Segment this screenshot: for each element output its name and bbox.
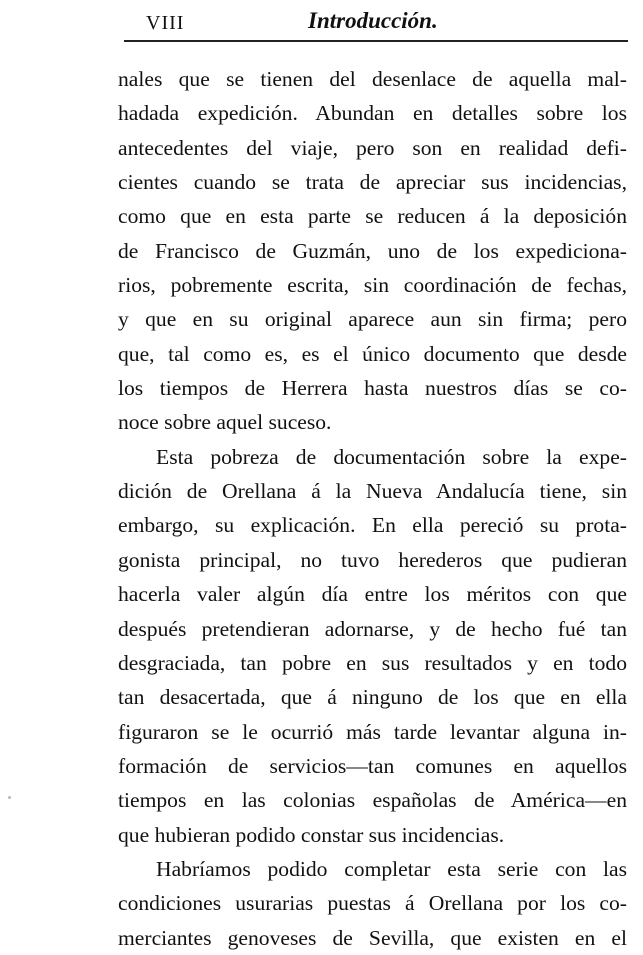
text-line: como que en esta parte se reducen á la deposición <box>118 204 627 229</box>
text-line: hacerla valer algún día entre los méritos con que <box>118 582 627 607</box>
running-title: Introducción. <box>308 8 438 33</box>
text-line: embargo, su explicación. En ella pereció su prota- <box>118 513 627 538</box>
text-line: Habríamos podido completar esta serie con las <box>156 856 627 881</box>
text-line: los tiempos de Herrera hasta nuestros días se co- <box>118 376 627 401</box>
text-line: noce sobre aquel suceso. <box>118 410 332 435</box>
text-line: formación de servicios—tan comunes en aquellos <box>118 753 627 778</box>
text-line: y que en su original aparece aun sin firma; pero <box>118 307 627 332</box>
page-number: VIII <box>146 12 185 34</box>
body-text <box>118 62 627 955</box>
text-line: gonista principal, no tuvo herederos que pudieran <box>118 547 627 572</box>
text-line: desgraciada, tan pobre en sus resultados y en todo <box>118 650 627 675</box>
paragraph-2 <box>118 440 627 852</box>
text-line: cientes cuando se trata de apreciar sus incidencias, <box>118 170 627 195</box>
text-line: de Francisco de Guzmán, uno de los expediciona- <box>118 238 627 263</box>
header-rule <box>124 40 628 42</box>
text-line: nales que se tienen del desenlace de aquella mal- <box>118 67 627 91</box>
text-line: figuraron se le ocurrió más tarde levantar alguna in- <box>118 719 627 744</box>
text-line: tiempos en las colonias españolas de América—en <box>118 788 627 813</box>
text-line: merciantes genoveses de Sevilla, que existen en el <box>118 925 627 950</box>
text-line: después pretendieran adornarse, y de hecho fué tan <box>118 616 627 641</box>
text-line: Esta pobreza de documentación sobre la expe- <box>156 444 627 469</box>
text-line: dición de Orellana á la Nueva Andalucía tiene, sin <box>118 479 627 504</box>
text-line: antecedentes del viaje, pero son en realidad defi- <box>118 135 627 160</box>
paragraph-1 <box>118 62 627 440</box>
text-line: hadada expedición. Abundan en detalles sobre los <box>118 101 627 126</box>
text-line: tan desacertada, que á ninguno de los que en ella <box>118 685 627 710</box>
scan-speck <box>8 796 11 799</box>
text-line: que hubieran podido constar sus incidencias. <box>118 822 505 847</box>
text-line: que, tal como es, es el único documento que desde <box>118 341 627 366</box>
paragraph-3 <box>118 852 627 955</box>
text-line: condiciones usurarias puestas á Orellana por los co- <box>118 891 627 916</box>
text-line: rios, pobremente escrita, sin coordinación de fechas, <box>118 273 627 298</box>
page-header <box>128 6 628 40</box>
